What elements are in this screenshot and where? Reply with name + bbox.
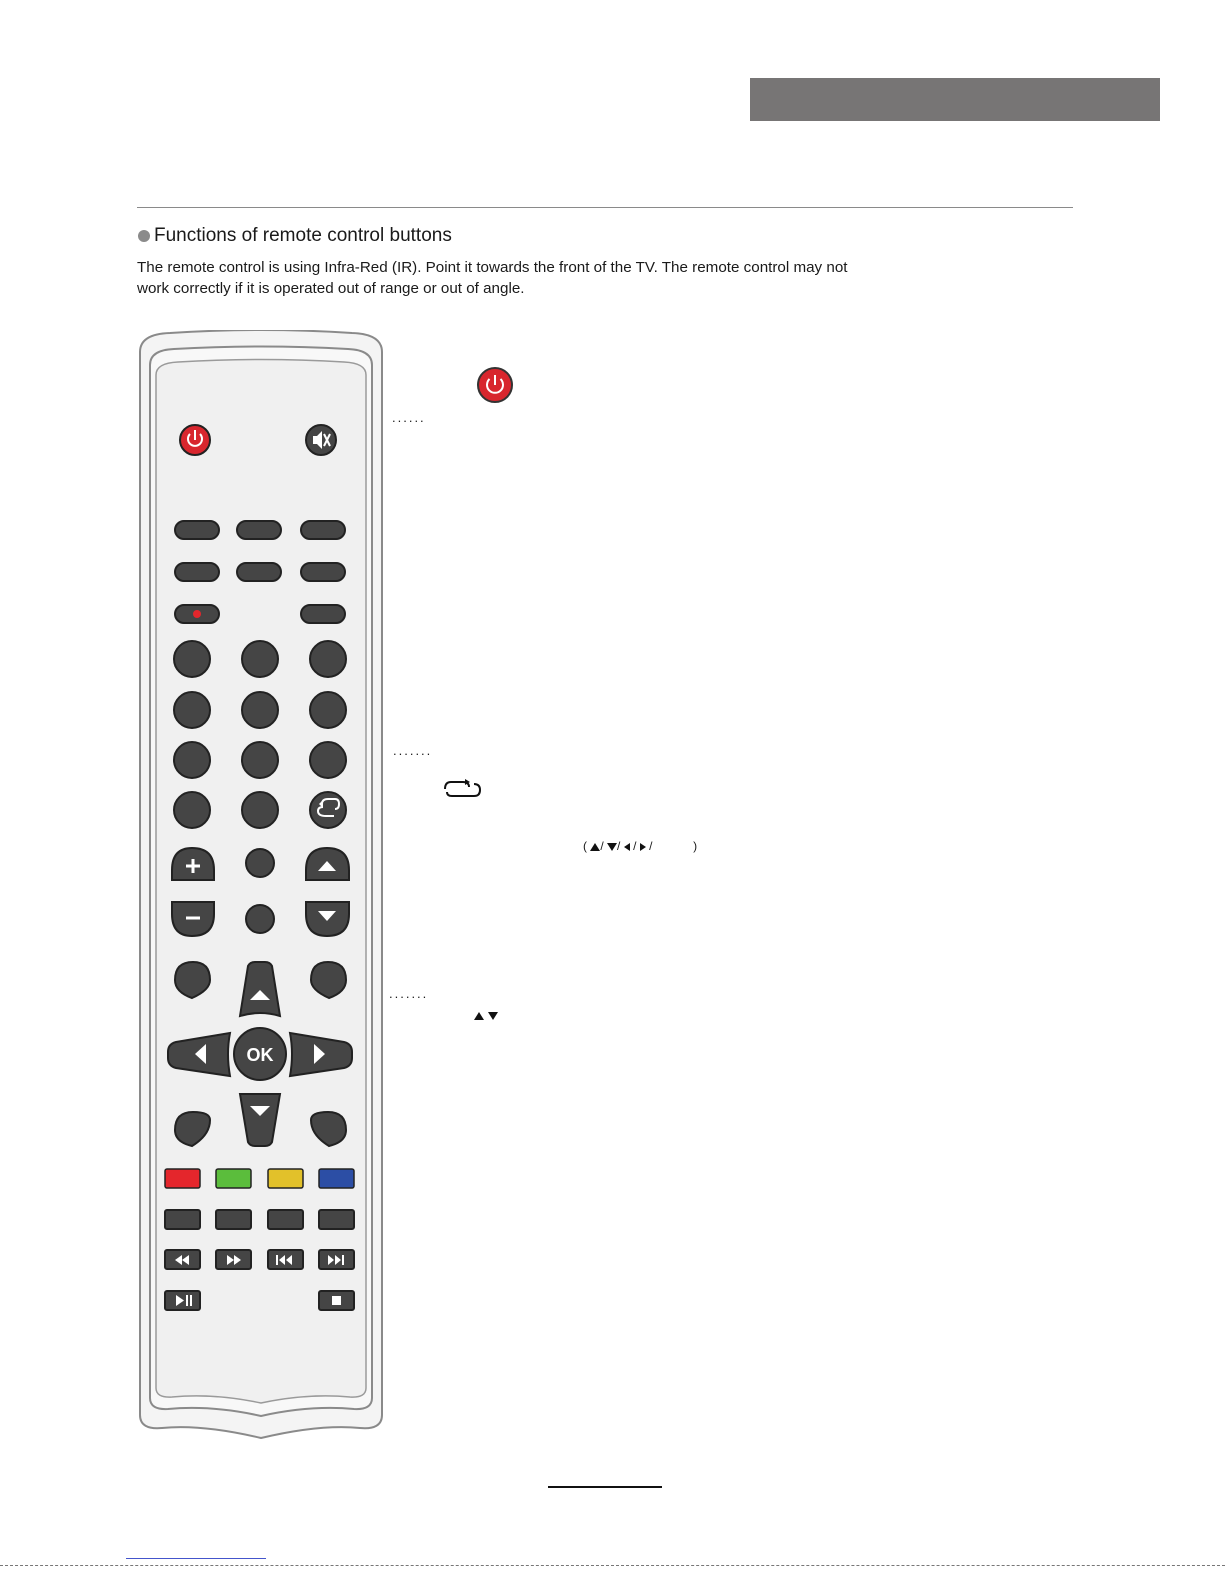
up-down-note [474,1007,498,1025]
right-arrow-icon [640,843,646,851]
remote-number-button[interactable] [310,641,346,677]
remote-volume-up-button[interactable] [172,848,214,880]
down-arrow-icon [488,1012,498,1020]
remote-green-button[interactable] [216,1169,251,1188]
header-bar [750,78,1160,121]
remote-record-button[interactable] [175,605,219,623]
legend-return-icon [443,778,483,800]
remote-number-button[interactable] [242,641,278,677]
section-title-text: Functions of remote control buttons [154,225,452,246]
remote-function-button[interactable] [165,1210,200,1229]
remote-number-button[interactable] [242,692,278,728]
up-arrow-icon [590,843,600,851]
remote-pill-button[interactable] [175,521,219,539]
remote-pill-button[interactable] [175,563,219,581]
legend-dots-2: ....... [393,743,433,758]
remote-channel-up-button[interactable] [306,848,349,880]
remote-small-button[interactable] [246,849,274,877]
arrow-note-sep-4: / [649,839,653,853]
remote-pill-button[interactable] [301,605,345,623]
legend-dots-1: ...... [392,410,426,425]
remote-number-button[interactable] [174,692,210,728]
up-arrow-icon [474,1012,484,1020]
remote-number-button[interactable] [174,742,210,778]
remote-pill-button[interactable] [237,521,281,539]
arrow-note-sep-1: / [600,839,604,853]
remote-next-button[interactable] [319,1250,354,1269]
remote-fast-forward-button[interactable] [216,1250,251,1269]
remote-volume-down-button[interactable] [172,902,214,936]
bottom-dashed-line [0,1565,1225,1566]
intro-line-2: work correctly if it is operated out of range or out of angle. [137,280,525,297]
down-arrow-icon [607,843,617,851]
remote-rewind-button[interactable] [165,1250,200,1269]
remote-stop-button[interactable] [319,1291,354,1310]
page-number-rule [548,1486,662,1488]
remote-red-button[interactable] [165,1169,200,1188]
remote-function-button[interactable] [319,1210,354,1229]
remote-small-button[interactable] [246,905,274,933]
ok-label: OK [246,1045,274,1065]
left-arrow-icon [624,843,630,851]
remote-number-button[interactable] [174,792,210,828]
remote-mute-button[interactable] [306,425,336,455]
remote-pill-button[interactable] [237,563,281,581]
section-rule [137,207,1073,208]
remote-ok-button[interactable] [234,1028,286,1080]
remote-face [156,360,366,1404]
section-title [138,225,452,247]
remote-previous-button[interactable] [268,1250,303,1269]
arrow-note-sep-3: / [633,839,637,853]
bullet-icon [138,230,150,242]
remote-return-button[interactable] [310,792,346,828]
remote-number-button[interactable] [174,641,210,677]
remote-blue-button[interactable] [319,1169,354,1188]
remote-power-button[interactable] [180,425,210,455]
arrow-note-sep-2: / [617,839,621,853]
remote-function-button[interactable] [216,1210,251,1229]
footer-link-line [126,1558,266,1559]
remote-number-button[interactable] [242,792,278,828]
remote-channel-down-button[interactable] [306,902,349,936]
remote-number-button[interactable] [310,742,346,778]
remote-pill-button[interactable] [301,563,345,581]
remote-number-button[interactable] [242,742,278,778]
arrow-keys-note [583,839,697,853]
remote-yellow-button[interactable] [268,1169,303,1188]
legend-dots-3: ....... [389,986,429,1001]
remote-function-button[interactable] [268,1210,303,1229]
remote-play-pause-button[interactable] [165,1291,200,1310]
legend-power-icon [476,366,514,404]
remote-pill-button[interactable] [301,521,345,539]
arrow-note-close: ) [693,839,698,853]
intro-paragraph [137,257,937,299]
arrow-note-open: ( [583,839,587,853]
remote-number-button[interactable] [310,692,346,728]
remote-control [130,330,392,1445]
intro-line-1: The remote control is using Infra-Red (IR). Point it towards the front of the TV. The remote control may not [137,259,848,276]
